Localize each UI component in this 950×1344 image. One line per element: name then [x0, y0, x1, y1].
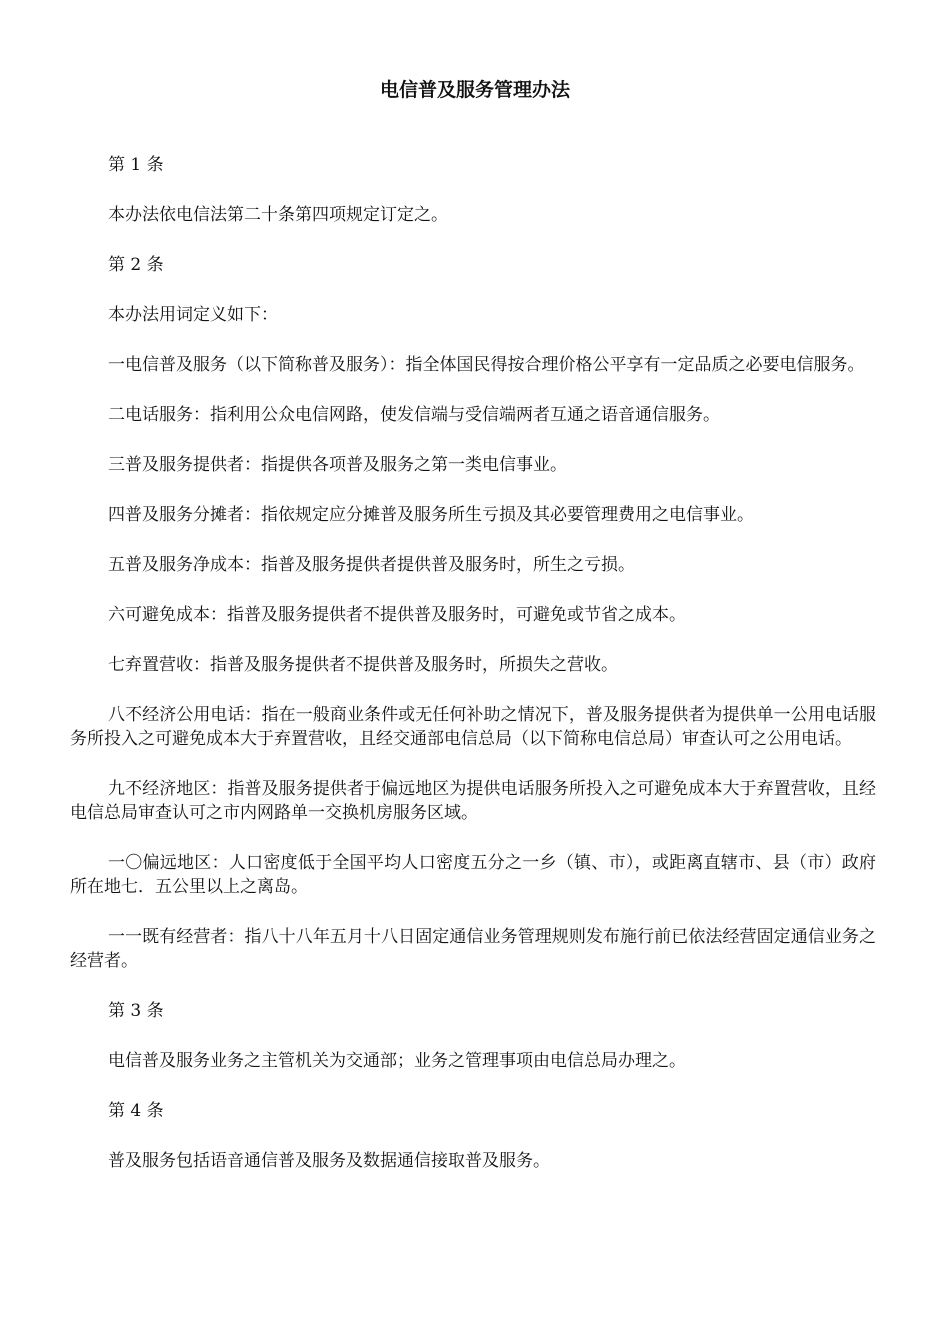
definition-9: 九不经济地区：指普及服务提供者于偏远地区为提供电话服务所投入之可避免成本大于弃置营收，且经电信总局审查认可之市内网路单一交换机房服务区域。 [70, 779, 876, 823]
article-2-heading: 第 2 条 [108, 255, 164, 275]
definition-4: 四普及服务分摊者：指依规定应分摊普及服务所生亏损及其必要管理费用之电信事业。 [108, 505, 754, 525]
document-title: 电信普及服务管理办法 [379, 79, 570, 101]
article-4-heading: 第 4 条 [108, 1101, 164, 1121]
definition-7: 七弃置营收：指普及服务提供者不提供普及服务时，所损失之营收。 [108, 655, 618, 675]
article-3-text: 电信普及服务业务之主管机关为交通部；业务之管理事项由电信总局办理之。 [108, 1051, 686, 1071]
definition-2: 二电话服务：指利用公众电信网路，使发信端与受信端两者互通之语音通信服务。 [108, 405, 720, 425]
definition-1: 一电信普及服务（以下简称普及服务）：指全体国民得按合理价格公平享有一定品质之必要电信服务。 [108, 355, 865, 375]
article-3-heading: 第 3 条 [108, 1001, 164, 1021]
definition-10: 一〇偏远地区：人口密度低于全国平均人口密度五分之一乡（镇、市），或距离直辖市、县（市）政府所在地七．五公里以上之离岛。 [70, 853, 876, 897]
definition-5: 五普及服务净成本：指普及服务提供者提供普及服务时，所生之亏损。 [108, 555, 635, 575]
article-2-intro: 本办法用词定义如下： [108, 305, 278, 325]
article-4-text: 普及服务包括语音通信普及服务及数据通信接取普及服务。 [108, 1151, 550, 1171]
document-body [70, 153, 876, 1199]
definition-8: 八不经济公用电话：指在一般商业条件或无任何补助之情况下，普及服务提供者为提供单一公用电话服务所投入之可避免成本大于弃置营收，且经交通部电信总局（以下简称电信总局）审查认可之公用电话。 [70, 705, 876, 749]
definition-11: 一一既有经营者：指八十八年五月十八日固定通信业务管理规则发布施行前已依法经营固定通信业务之经营者。 [70, 927, 876, 971]
definition-3: 三普及服务提供者：指提供各项普及服务之第一类电信事业。 [108, 455, 567, 475]
definition-6: 六可避免成本：指普及服务提供者不提供普及服务时，可避免或节省之成本。 [108, 605, 686, 625]
article-1-heading: 第 1 条 [108, 155, 164, 175]
article-1-text: 本办法依电信法第二十条第四项规定订定之。 [108, 205, 448, 225]
